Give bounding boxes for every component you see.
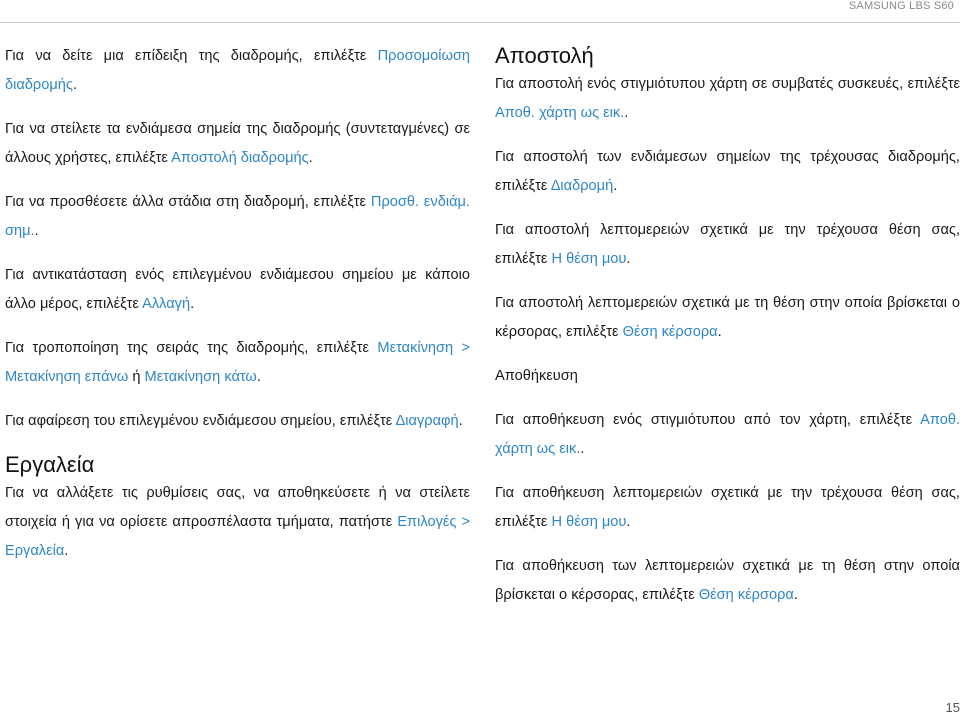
menu-ref-send-route: Αποστολή διαδρομής: [171, 150, 309, 166]
paragraph-save-cursor-location: Για αποθήκευση των λεπτομερειών σχετικά με τη θέση στην οποία βρίσκεται ο κέρσορας, επιλέξτε Θέση κέρσορα.: [495, 558, 960, 603]
paragraph-add-waypoint: Για να προσθέσετε άλλα στάδια στη διαδρομή, επιλέξτε Προσθ. ενδιάμ. σημ..: [5, 194, 470, 239]
menu-ref-cursor-location: Θέση κέρσορα: [622, 324, 718, 340]
subheading-save: Αποθήκευση: [495, 368, 578, 384]
brand-header: SAMSUNG LBS S60: [848, 0, 954, 12]
menu-ref-route: Διαδρομή: [550, 178, 614, 194]
menu-ref-save-map-image: Αποθ. χάρτη ως εικ.: [495, 105, 625, 121]
paragraph-save-my-location: Για αποθήκευση λεπτομερειών σχετικά με την τρέχουσα θέση σας, επιλέξτε Η θέση μου.: [495, 485, 960, 530]
paragraph-delete-waypoint: Για αφαίρεση του επιλεγμένου ενδιάμεσου σημείου, επιλέξτε Διαγραφή.: [5, 413, 463, 429]
section-heading-tools: Εργαλεία: [5, 452, 95, 477]
paragraph-send-cursor-location: Για αποστολή λεπτομερειών σχετικά με τη θέση στην οποία βρίσκεται ο κέρσορας, επιλέξτε Θέση κέρσορα.: [495, 295, 960, 340]
menu-ref-move-down: Μετακίνηση κάτω: [144, 369, 257, 385]
paragraph-send-my-location: Για αποστολή λεπτομερειών σχετικά με την τρέχουσα θέση σας, επιλέξτε Η θέση μου.: [495, 222, 960, 267]
paragraph-tools: Για να αλλάξετε τις ρυθμίσεις σας, να αποθηκεύσετε ή να στείλετε στοιχεία ή για να ορίσετε απροσπέλαστα τμήματα, πατήστε Επιλογές > Εργαλεία.: [5, 485, 471, 559]
menu-ref-move-up: Μετακίνηση > Μετακίνηση επάνω: [5, 340, 471, 385]
menu-ref-my-location-2: Η θέση μου: [551, 514, 627, 530]
paragraph-save-map-snapshot: Για αποθήκευση ενός στιγμιότυπου από τον χάρτη, επιλέξτε Αποθ. χάρτη ως εικ..: [495, 412, 960, 457]
section-heading-send: Αποστολή: [495, 43, 594, 68]
paragraph-send-waypoints: Για αποστολή των ενδιάμεσων σημείων της τρέχουσας διαδρομής, επιλέξτε Διαδρομή.: [495, 149, 960, 194]
menu-ref-delete: Διαγραφή: [395, 413, 459, 429]
header-divider: [0, 22, 960, 23]
paragraph-replace-waypoint: Για αντικατάσταση ενός επιλεγμένου ενδιάμεσου σημείου με κάποιο άλλο μέρος, επιλέξτε Αλλαγή.: [5, 267, 470, 312]
paragraph-route-simulation: Για να δείτε μια επίδειξη της διαδρομής, επιλέξτε Προσομοίωση διαδρομής.: [5, 48, 470, 93]
paragraph-reorder-route: Για τροποποίηση της σειράς της διαδρομής, επιλέξτε Μετακίνηση > Μετακίνηση επάνω ή Μετακίνηση κάτω.: [5, 340, 471, 385]
menu-ref-options-tools: Επιλογές > Εργαλεία: [5, 514, 471, 559]
right-column: [495, 42, 960, 625]
menu-ref-change: Αλλαγή: [142, 296, 191, 312]
page-number: 15: [945, 700, 960, 715]
menu-ref-add-waypoint: Προσθ. ενδιάμ. σημ.: [5, 194, 470, 239]
paragraph-send-route: Για να στείλετε τα ενδιάμεσα σημεία της διαδρομής (συντεταγμένες) σε άλλους χρήστες, επιλέξτε Αποστολή διαδρομής.: [5, 121, 470, 166]
menu-ref-save-map-image-2: Αποθ. χάρτη ως εικ.: [495, 412, 960, 457]
paragraph-send-map-snapshot: Για αποστολή ενός στιγμιότυπου χάρτη σε συμβατές συσκευές, επιλέξτε Αποθ. χάρτη ως εικ..: [495, 76, 960, 121]
menu-ref-my-location: Η θέση μου: [551, 251, 627, 267]
left-column: [5, 42, 470, 581]
menu-ref-cursor-location-2: Θέση κέρσορα: [698, 587, 794, 603]
menu-ref-route-simulation: Προσομοίωση διαδρομής: [5, 48, 470, 93]
